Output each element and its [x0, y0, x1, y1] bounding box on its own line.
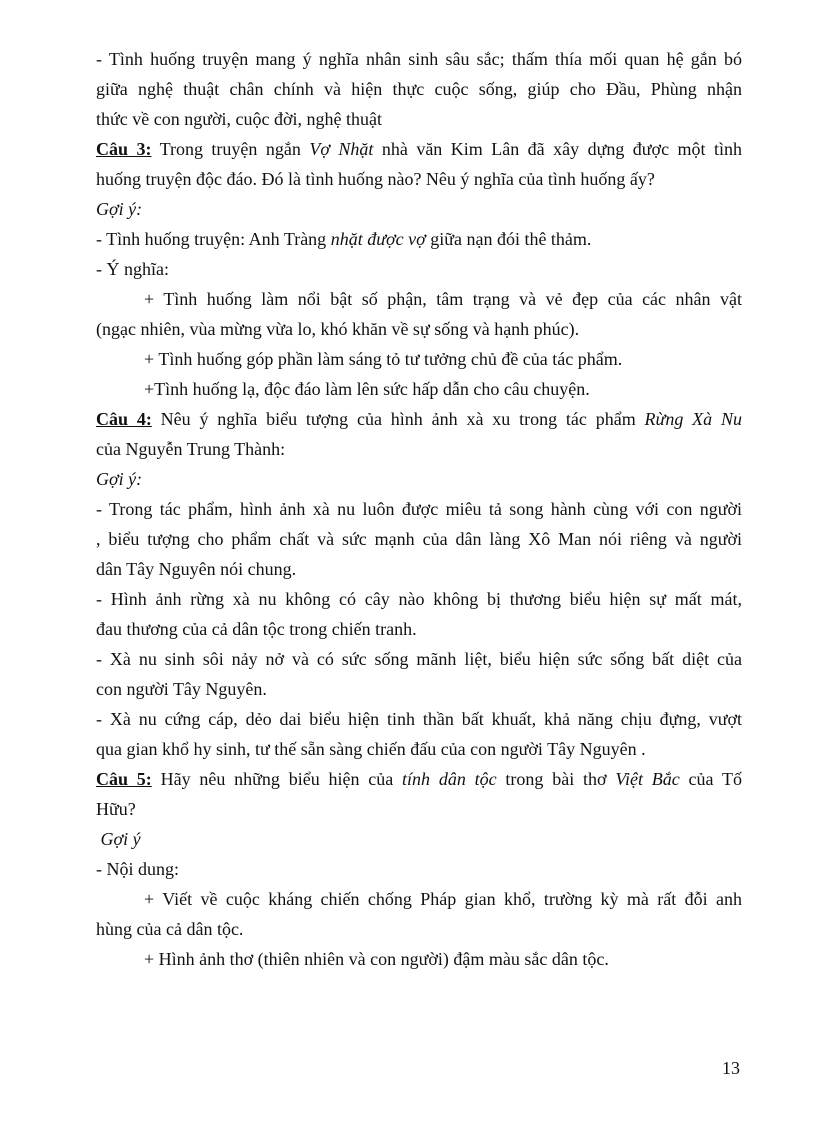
paragraph-line: - Trong tác phẩm, hình ảnh xà nu luôn được miêu tả song hành cùng với con người [96, 499, 742, 519]
paragraph-line: giữa nghệ thuật chân chính và hiện thực cuộc sống, giúp cho Đầu, Phùng nhận [96, 79, 742, 99]
text-run: nhà văn Kim Lân đã xây dựng được một tình [373, 139, 742, 159]
text-run: Nêu ý nghĩa biểu tượng của hình ảnh xà xu trong tác phẩm [151, 409, 645, 429]
paragraph-line: đau thương của cả dân tộc trong chiến tranh. [96, 619, 417, 639]
paragraph-line: - Tình huống truyện mang ý nghĩa nhân sinh sâu sắc; thấm thía mối quan hệ gắn bó [96, 49, 742, 69]
question-4-heading [96, 404, 742, 434]
paragraph-line: Hữu? [96, 799, 136, 819]
work-title: Rừng Xà Nu [644, 409, 742, 429]
hint-text: Gợi ý: [96, 469, 143, 489]
paragraph-line: của Nguyễn Trung Thành: [96, 439, 286, 459]
paragraph-line: - Ý nghĩa: [96, 259, 169, 279]
emphasis-text: nhặt được vợ [330, 229, 426, 249]
paragraph-line: + Hình ảnh thơ (thiên nhiên và con người) đậm màu sắc dân tộc. [144, 949, 609, 969]
paragraph-line: - Hình ảnh rừng xà nu không có cây nào không bị thương biểu hiện sự mất mát, [96, 589, 742, 609]
text-run: Trong truyện ngắn [151, 139, 310, 159]
work-title: Việt Bắc [615, 769, 680, 789]
paragraph-line: (ngạc nhiên, vùa mừng vừa lo, khó khăn về sự sống và hạnh phúc). [96, 319, 580, 339]
text-run: giữa nạn đói thê thảm. [425, 229, 592, 249]
paragraph-line: thức về con người, cuộc đời, nghệ thuật [96, 109, 382, 129]
paragraph-line: qua gian khổ hy sinh, tư thế sẵn sàng chiến đấu của con người Tây Nguyên . [96, 739, 646, 759]
paragraph-line: - Xà nu sinh sôi nảy nở và có sức sống mãnh liệt, biểu hiện sức sống bất diệt của [96, 649, 742, 669]
page-number: 13 [722, 1058, 740, 1078]
paragraph-line: + Tình huống góp phần làm sáng tỏ tư tưởng chủ đề của tác phẩm. [144, 349, 623, 369]
work-title: Vợ Nhặt [309, 139, 374, 159]
paragraph-line: , biểu tượng cho phẩm chất và sức mạnh của dân làng Xô Man nói riêng và người [96, 529, 742, 549]
paragraph-line: - Xà nu cứng cáp, dẻo dai biểu hiện tinh thần bất khuất, khả năng chịu đựng, vượt [96, 709, 742, 729]
hint-text: Gợi ý: [96, 199, 143, 219]
question-3-label: Câu 3: [96, 139, 152, 159]
paragraph-line: dân Tây Nguyên nói chung. [96, 559, 297, 579]
question-5-heading [96, 764, 742, 794]
paragraph-line: - Nội dung: [96, 859, 179, 879]
document-body [96, 44, 742, 974]
text-run: trong bài thơ [496, 769, 616, 789]
emphasis-text: tính dân tộc [402, 769, 497, 789]
question-5-label: Câu 5: [96, 769, 152, 789]
paragraph-line: hùng của cả dân tộc. [96, 919, 244, 939]
question-4-label: Câu 4: [96, 409, 152, 429]
question-3-heading [96, 134, 742, 164]
hint-label [96, 824, 742, 854]
paragraph-line: huống truyện độc đáo. Đó là tình huống nào? Nêu ý nghĩa của tình huống ấy? [96, 169, 655, 189]
paragraph-line: + Viết về cuộc kháng chiến chống Pháp gian khổ, trường kỳ mà rất đỗi anh [144, 889, 742, 909]
hint-label [96, 464, 742, 494]
text-run: - Tình huống truyện: Anh Tràng [96, 229, 331, 249]
text-run: của Tố [679, 769, 742, 789]
text-run: Hãy nêu những biểu hiện của [151, 769, 403, 789]
paragraph-line: +Tình huống lạ, độc đáo làm lên sức hấp dẫn cho câu chuyện. [144, 379, 590, 399]
paragraph-line: + Tình huống làm nổi bật số phận, tâm trạng và vẻ đẹp của các nhân vật [144, 289, 742, 309]
hint-text: Gợi ý [96, 829, 141, 849]
paragraph-line: con người Tây Nguyên. [96, 679, 267, 699]
paragraph-line [96, 224, 742, 254]
hint-label [96, 194, 742, 224]
